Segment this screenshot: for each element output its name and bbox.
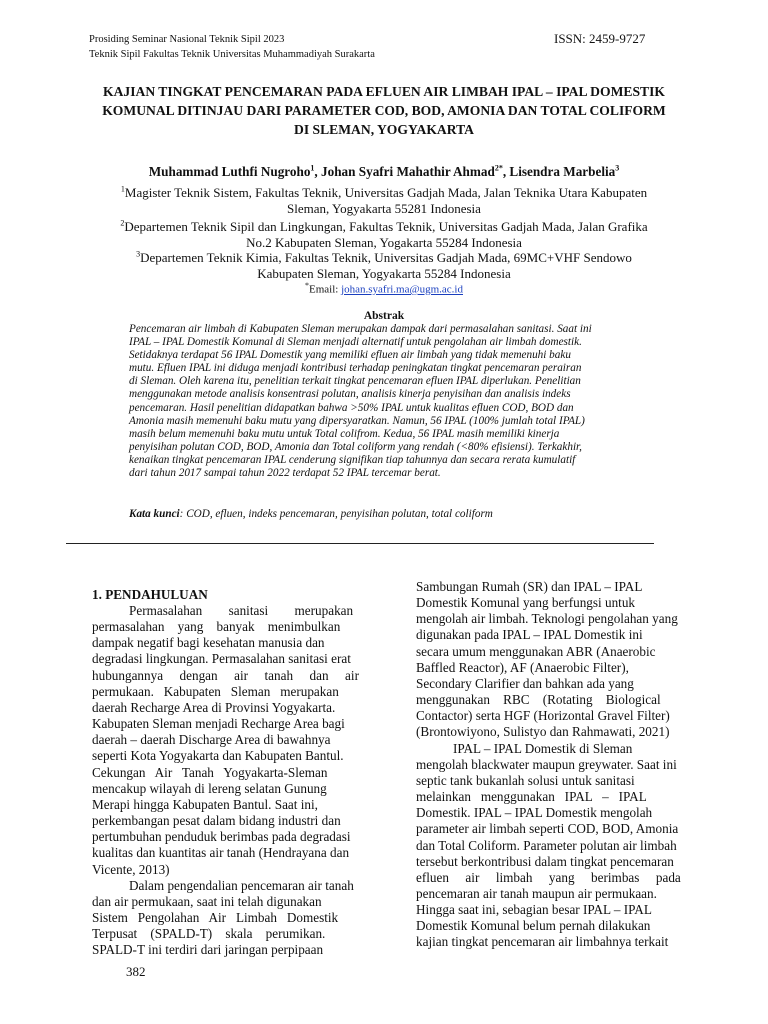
body-line: Merapi hingga Kabupaten Bantul. Saat ini, [92,796,318,812]
abstract-line: masih belum memenuhi baku mutu untuk Total colifrom. Kedua, 56 IPAL masih memiliki kinerja [129,427,560,440]
body-line: parameter air limbah seperti COD, BOD, Amonia [416,821,679,837]
keywords-text: : COD, efluen, indeks pencemaran, penyisihan polutan, total coliform [179,508,493,520]
body-line: kualitas dan kuantitas air tanah (Hendrayana dan [92,845,350,861]
page-number: 382 [126,964,146,979]
body-line: Vicente, 2013) [92,861,170,877]
body-line: mengolah blackwater maupun greywater. Saat ini [416,756,677,772]
body-line: pencemaran air tanah maupun air permukaan. [416,885,657,901]
paper-title [70,82,698,139]
abstract-line: IPAL – IPAL Domestik Komunal di Sleman menjadi alternatif untuk pengolahan air limbah domestik. [129,336,582,349]
body-line: perkembangan pesat dalam bidang industri dan [92,813,341,829]
issn: ISSN: 2459-9727 [554,31,646,46]
title-line-2: KOMUNAL DITINJAU DARI PARAMETER COD, BOD, AMONIA DAN TOTAL COLIFORM [102,103,666,118]
abstract-line: di Sleman. Oleh karena itu, penelitian terkait tingkat pencemaran efluen IPAL diperlukan. Penelitian [129,375,581,388]
body-line: (Brontowiyono, Sulistyo dan Rahmawati, 2021) [416,724,670,740]
title-line-3: DI SLEMAN, YOGYAKARTA [294,122,474,137]
body-line: pertumbuhan penduduk berimbas pada degradasi [92,829,351,845]
abstract-body [129,323,657,480]
body-line: Hingga saat ini, sebagian besar IPAL – IPAL [416,902,652,918]
author-list: Muhammad Luthfi Nugroho$^1$, Johan Syafri Mahathir Ahmad$^{2*}$, Lisendra Marbelia$^3$ [148,163,620,179]
affiliation-3: $^3$Departemen Teknik Kimia, Fakultas Teknik, Universitas Gadjah Mada, 69MC+VHF Sendowo Kabupaten Sleman, Yogyakarta 55284 Indonesia [136,249,632,281]
author-3-sup: 3 [615,163,620,173]
author-3: Lisendra Marbelia [509,164,616,179]
affiliation-1: $^1$Magister Teknik Sistem, Fakultas Teknik, Universitas Gadjah Mada, Jalan Teknika Utara Kabupaten Sleman, Yogyakarta 55281 Indonesia [120,184,648,216]
body-line: daerah Recharge Area di Provinsi Yogyakarta. [92,699,336,715]
proceedings-name: Prosiding Seminar Nasional Teknik Sipil 2023 [89,34,285,45]
author-1: Muhammad Luthfi Nugroho [148,164,311,179]
body-line: Sistem Pengolahan Air Limbah Domestik [92,909,339,925]
author-1-sup: 1 [310,163,315,173]
abstract-heading: Abstrak [363,310,405,322]
email-link[interactable]: johan.syafri.ma@ugm.ac.id [341,283,463,296]
abstract-line: Amonia masih memenuhi baku mutu yang dipersyaratkan. Namun, 56 IPAL (100% jumlah total IPAL) [129,414,585,427]
body-line: Domestik Komunal belum pernah dilakukan [416,918,651,934]
body-line: daerah – daerah Discharge Area di bawahnya [92,732,331,748]
body-line: Kabupaten Sleman menjadi Recharge Area bagi [92,716,345,732]
abstract-line: penyisihan polutan COD, BOD, Amonia dan Total coliform yang rendah (<80% efisiensi). Terkakhir, [129,440,582,453]
body-line: Dalam pengendalian pencemaran air tanah [129,877,354,893]
body-line: Contactor) serta HGF (Horizontal Gravel Filter) [416,708,670,724]
abstract-line: mutu. Efluen IPAL ini diduga menjadi kontribusi terhadap peningkatan tingkat pencemaran perairan [129,362,582,375]
affiliation-2: $^2$Departemen Teknik Sipil dan Lingkungan, Fakultas Teknik, Universitas Gadjah Mada, Jalan Grafika No.2 Kabupaten Sleman, Yogakarta 55284 Indonesia [120,218,648,250]
abstract-line: kenaikan tingkat pencemaran IPAL cenderung signifikan tiap tahunnya dan secara rerata kumulatif [129,453,576,466]
abstract-line: menggunakan metode analisis konsentrasi polutan, analisis kinerja penyisihan dan analisis indeks [129,388,571,401]
keywords [129,508,657,520]
body-line: Secondary Clarifier dan bahkan ada yang [416,675,634,691]
keywords-label: Kata kunci [129,508,180,520]
body-line: hubungannya dengan air tanah dan air [92,667,359,683]
body-line: Baffled Reactor), AF (Anaerobic Filter), [416,659,629,675]
body-line: menggunakan RBC (Rotating Biological [416,692,661,708]
body-line: mengolah air limbah. Teknologi pengolahan yang [416,611,678,627]
right-column [416,579,694,951]
body-line: dan Total Coliform. Parameter polutan air limbah [416,837,677,853]
section-heading: 1. PENDAHULUAN [92,587,208,602]
body-line: seperti Kota Yogyakarta dan Kabupaten Bantul. [92,748,344,764]
left-column [92,603,368,958]
title-line-1: KAJIAN TINGKAT PENCEMARAN PADA EFLUEN AIR LIMBAH IPAL – IPAL DOMESTIK [103,84,665,99]
abstract-line: Pencemaran air limbah di Kabupaten Sleman merupakan dampak dari permasalahan sanitasi. Saat ini [129,323,592,335]
body-line: dan air permukaan, saat ini telah digunakan [92,893,322,909]
body-line: mencakup wilayah di lereng selatan Gunung [92,780,327,796]
body-line: SPALD-T ini terdiri dari jaringan perpipaan [92,942,324,958]
section-divider [66,543,654,544]
author-2-sup: 2* [494,163,503,173]
body-line: permasalahan yang banyak menimbulkan [92,619,341,635]
body-line: permukaan. Kabupaten Sleman merupakan [92,683,339,699]
body-line: degradasi lingkungan. Permasalahan sanitasi erat [92,651,351,667]
corresponding-email: *Email: johan.syafri.ma@ugm.ac.id [304,281,463,296]
body-line: septic tank bukanlah solusi untuk sanitasi [416,772,635,788]
body-line: Sambungan Rumah (SR) dan IPAL – IPAL [416,579,643,594]
proceedings-affiliation: Teknik Sipil Fakultas Teknik Universitas Muhammadiyah Surakarta [89,49,375,60]
body-line: tersebut berkontribusi dalam tingkat pencemaran [416,853,674,869]
body-line: digunakan pada IPAL – IPAL Domestik ini [416,627,643,643]
author-2: Johan Syafri Mahathir Ahmad [321,164,495,179]
body-line: dampak negatif bagi kesehatan manusia dan [92,635,325,651]
body-line: Cekungan Air Tanah Yogyakarta-Sleman [92,764,328,780]
body-line: IPAL – IPAL Domestik di Sleman [453,740,633,756]
body-line: Terpusat (SPALD-T) skala perumikan. [92,926,326,942]
body-line: Domestik Komunal yang berfungsi untuk [416,595,636,611]
abstract-line: dari tahun 2017 sampai tahun 2022 terdapat 52 IPAL tercemar berat. [129,467,441,480]
body-line: efluen air limbah yang berimbas pada [416,869,681,885]
abstract-line: Setidaknya terdapat 56 IPAL Domestik yang memiliki efluen air limbah yang tidak memenuhi baku [129,349,571,362]
body-line: Permasalahan sanitasi merupakan [129,603,354,618]
body-line: secara umum menggunakan ABR (Anaerobic [416,643,656,659]
body-line: melainkan menggunakan IPAL – IPAL [416,789,647,805]
body-line: kajian tingkat pencemaran air limbahnya terkait [416,934,669,950]
abstract-line: pencemaran. Hasil penelitian didapatkan bahwa >50% IPAL untuk kualitas efluen COD, BOD dan [129,401,574,414]
body-line: Domestik. IPAL – IPAL Domestik mengolah [416,805,653,821]
